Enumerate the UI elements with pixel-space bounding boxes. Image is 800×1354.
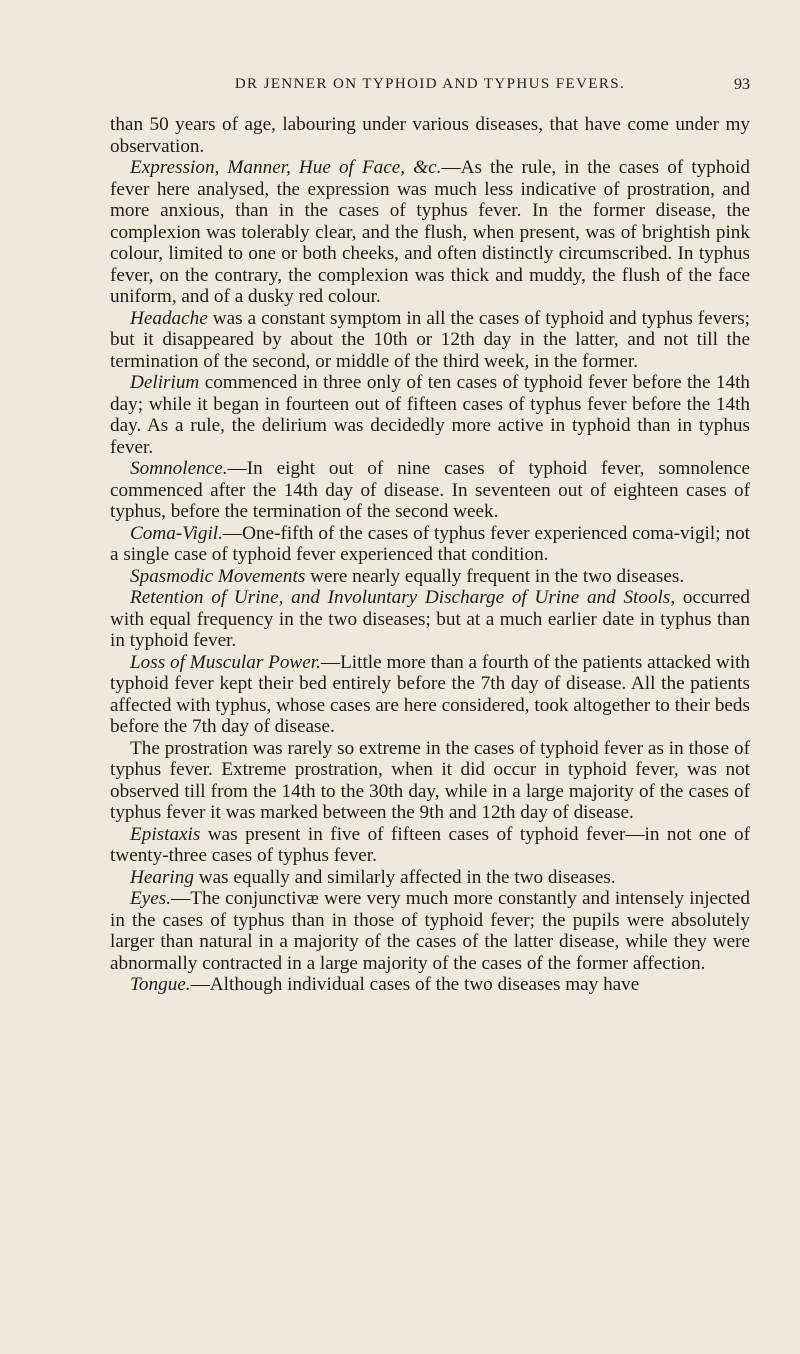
paragraph-text: —As the rule, in the cases of typhoid fever here analysed, the expression was much less indicative of prostration, and more anxious, than in the cases of typhus fever. In the former disease, the complexion was tolerably clear, and the flush, when present, was of brightish pink colour, limited to one or both cheeks, and often distinctly circumscribed. In typhus fever, on the contrary, the complexion was thick and muddy, the flush of the face uniform, and of a dusky red colour.	[110, 157, 750, 307]
paragraph	[110, 308, 750, 373]
paragraph	[110, 157, 750, 308]
paragraph	[110, 523, 750, 566]
paragraph-text: —In eight out of nine cases of typhoid fever, somnolence commenced after the 14th day of disease. In seventeen out of eighteen cases of typhus, before the termination of the second week.	[110, 458, 750, 522]
running-title: DR JENNER ON TYPHOID AND TYPHUS FEVERS.	[234, 76, 626, 92]
paragraph	[110, 738, 750, 824]
paragraph	[110, 114, 750, 157]
paragraph	[110, 824, 750, 867]
paragraph-text: —Although individual cases of the two diseases may have	[190, 974, 640, 995]
paragraph-heading: Somnolence.	[130, 458, 228, 479]
paragraph	[110, 652, 750, 738]
paragraph-heading: Headache	[130, 307, 208, 329]
paragraph-text: was equally and similarly affected in the two diseases.	[193, 866, 616, 888]
paragraph	[110, 974, 750, 996]
paragraph	[110, 372, 750, 458]
paragraph-heading: Retention of Urine, and Involuntary Discharge of Urine and Stools,	[130, 587, 676, 608]
paragraph	[110, 888, 750, 974]
paragraph-heading: Loss of Muscular Power.	[130, 651, 321, 673]
paragraph-heading: Tongue.	[130, 974, 191, 995]
paragraph-heading: Eyes.	[130, 888, 172, 909]
paragraph-text: was present in five of fifteen cases of typhoid fever—in not one of twenty-three cases of typhus fever.	[110, 823, 750, 866]
paragraph-heading: Spasmodic Movements	[130, 565, 306, 587]
paragraph	[110, 566, 750, 588]
paragraph	[110, 587, 750, 652]
paragraph-heading: Epistaxis	[130, 823, 201, 845]
paragraph-text: The prostration was rarely so extreme in the cases of typhoid fever as in those of typhus fever. Extreme prostration, when it did occur in typhoid fever, was not observed till from the 14th to the 30th day, while in a large majority of the cases of typhus fever it was marked between the 9th and 12th day of disease.	[110, 737, 750, 823]
paragraph-text: —One-fifth of the cases of typhus fever experienced coma-vigil; not a single case of typhoid fever experienced that condition.	[110, 522, 750, 565]
page-number: 93	[734, 76, 750, 93]
paragraph-heading: Delirium	[130, 372, 200, 393]
paragraph-text: commenced in three only of ten cases of typhoid fever before the 14th day; while it began in fourteen out of fifteen cases of typhus fever before the 14th day. As a rule, the delirium was decidedly more active in typhoid than in typhus fever.	[110, 372, 750, 458]
body-text	[110, 114, 750, 996]
paragraph-text: occurred with equal frequency in the two diseases; but at a much earlier date in typhus than in typhoid fever.	[110, 587, 750, 651]
paragraph-text: —Little more than a fourth of the patients attacked with typhoid fever kept their bed entirely before the 7th day of disease. All the patients affected with typhus, whose cases are here considered, took altogether to their beds before the 7th day of disease.	[110, 651, 750, 737]
running-head	[110, 76, 750, 100]
paragraph-text: —The conjunctivæ were very much more constantly and intensely injected in the cases of typhus than in those of typhoid fever; the pupils were absolutely larger than natural in a majority of the cases of the latter disease, while they were abnormally contracted in a large majority of the cases of the former affection.	[110, 888, 750, 974]
paragraph-text: was a constant symptom in all the cases of typhoid and typhus fevers; but it disappeared by about the 10th or 12th day in the latter, and not till the termination of the second, or middle of the third week, in the former.	[110, 307, 750, 372]
paragraph	[110, 867, 750, 889]
paragraph-text: were nearly equally frequent in the two diseases.	[305, 565, 685, 587]
paragraph	[110, 458, 750, 523]
paragraph-heading: Expression, Manner, Hue of Face, &c.	[130, 157, 442, 178]
paragraph-heading: Hearing	[130, 866, 194, 888]
paragraph-heading: Coma-Vigil.	[130, 522, 223, 544]
paragraph-text: than 50 years of age, labouring under various diseases, that have come under my observation.	[110, 114, 750, 157]
